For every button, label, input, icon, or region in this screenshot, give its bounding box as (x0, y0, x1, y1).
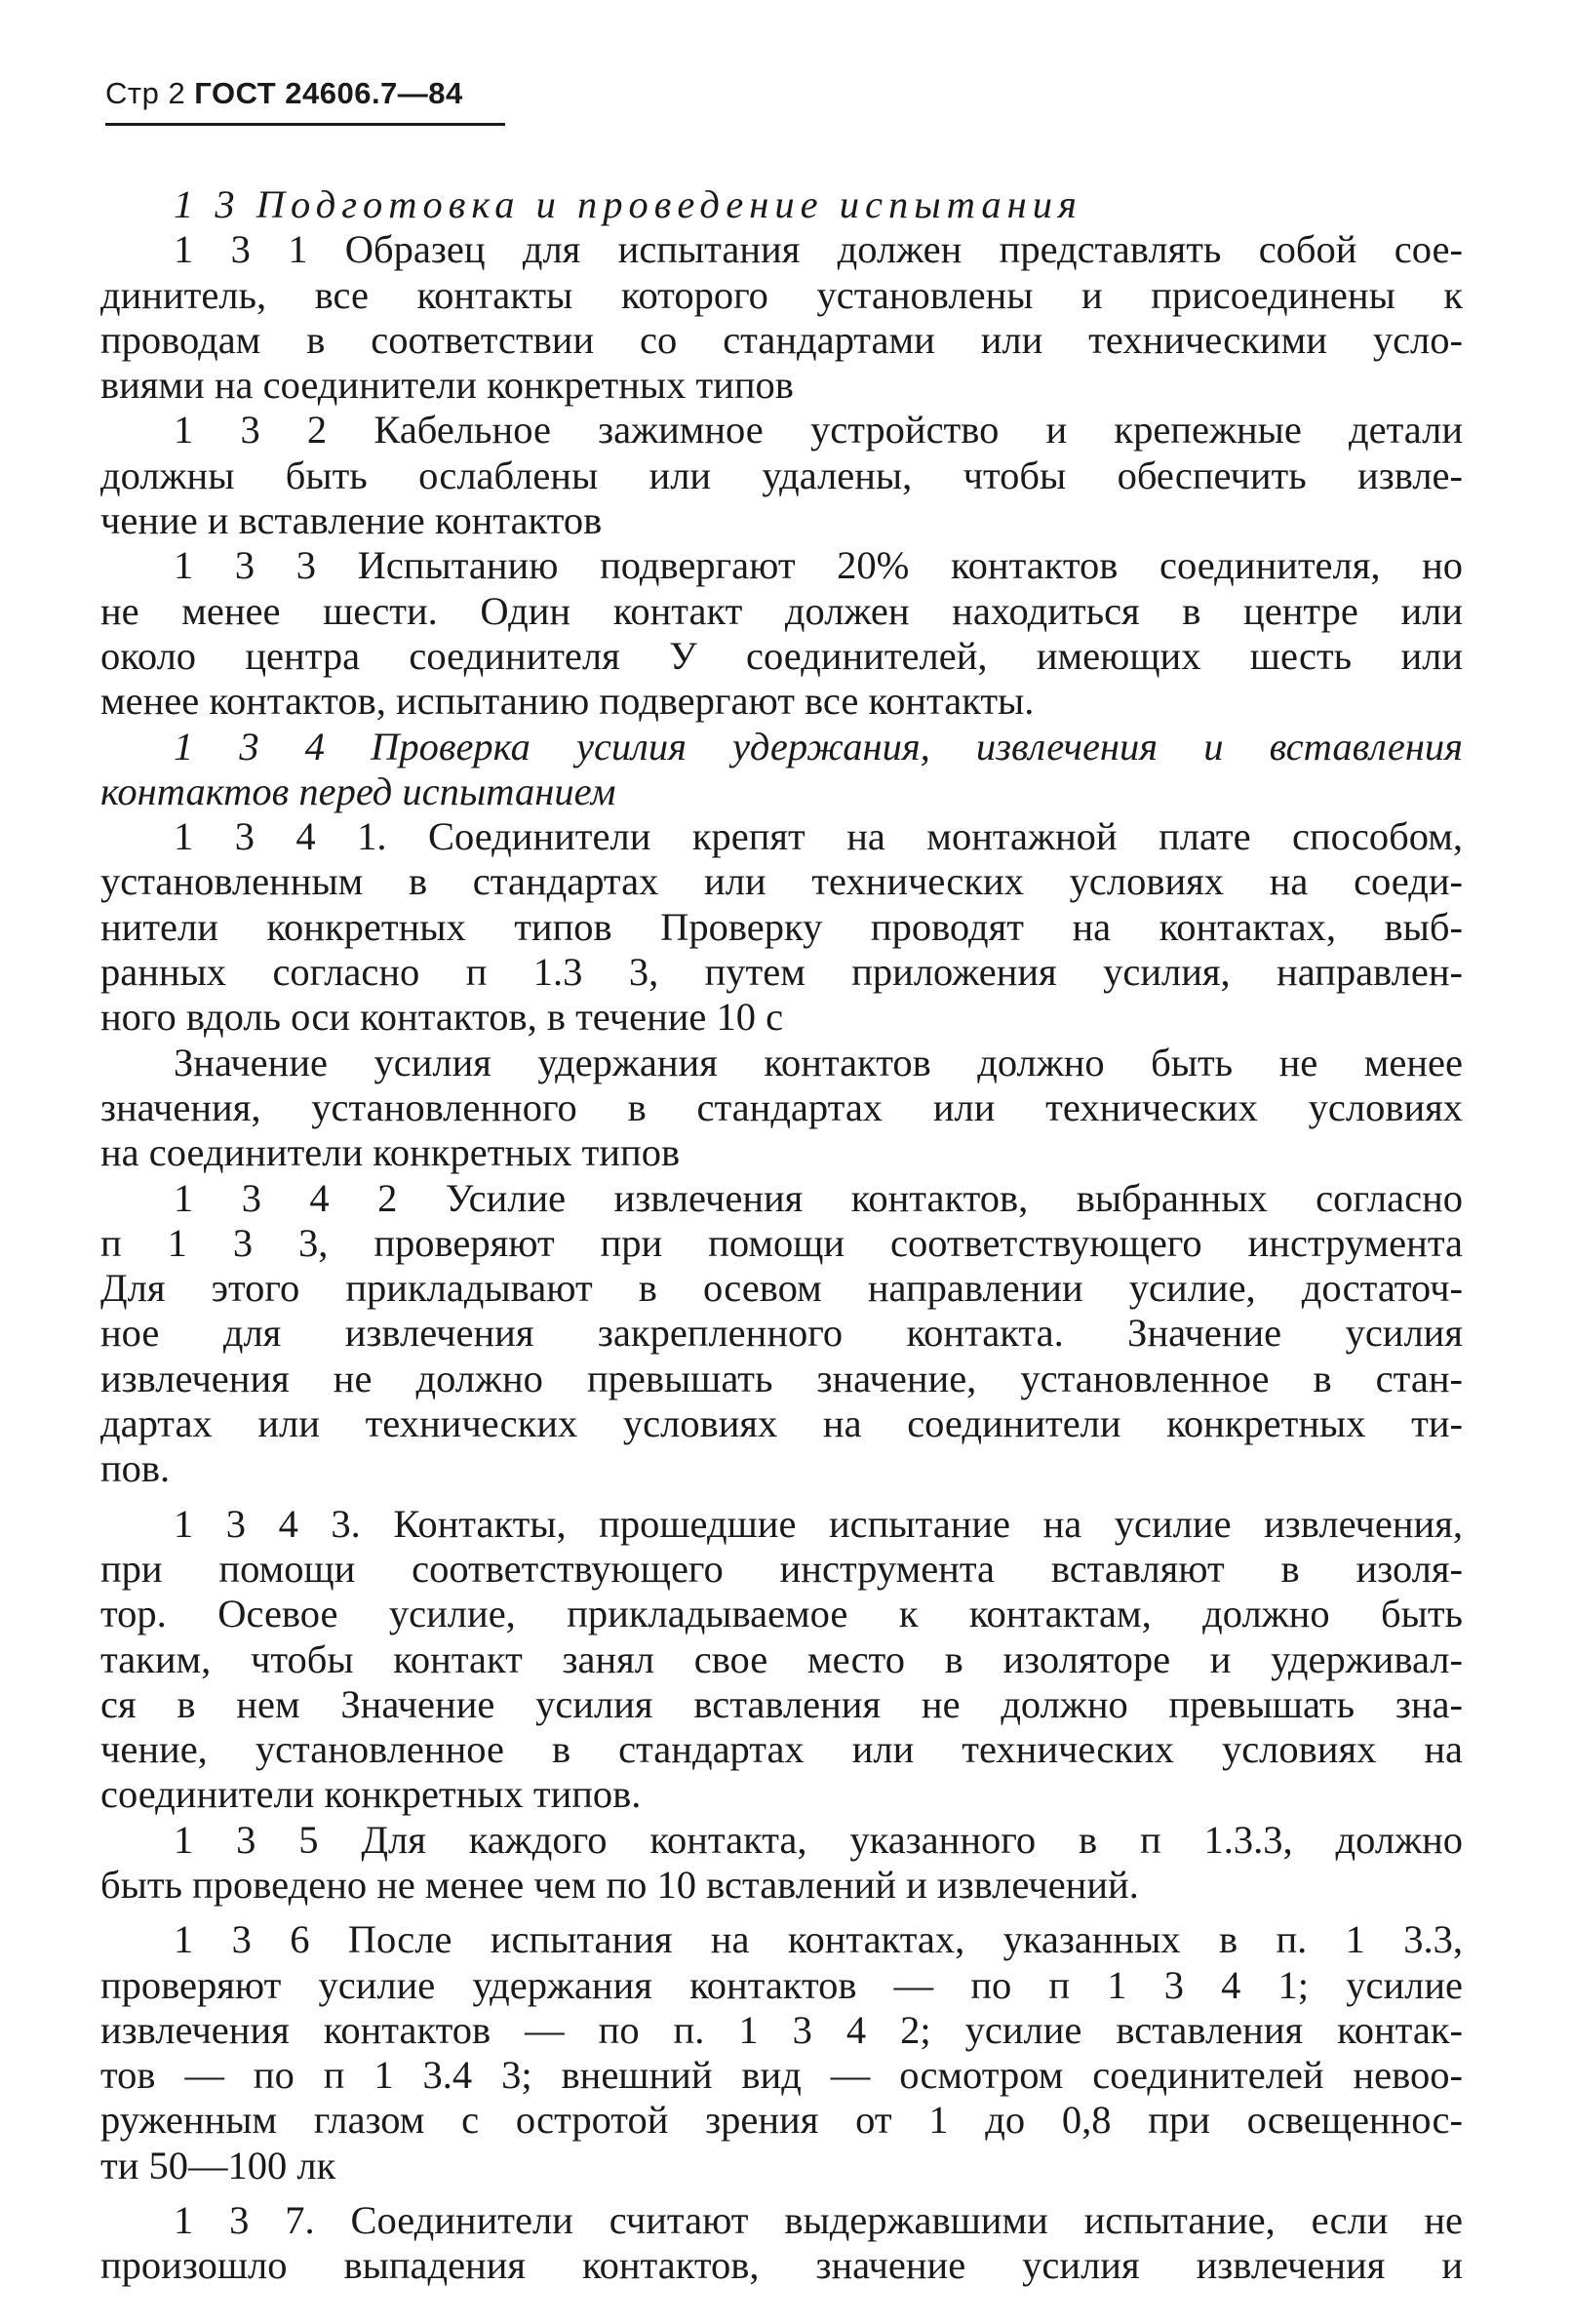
text-line: Значение усилия удержания контактов должно быть не менее (174, 1040, 1463, 1084)
text-line: установленным в стандартах или технических условиях на соеди- (100, 859, 1463, 904)
text-line: 1 3 6 После испытания на контактах, указанных в п. 1 3.3, (174, 1917, 1463, 1962)
text-line: нители конкретных типов Проверку проводят на контактах, выб- (100, 904, 1463, 949)
text-line: извлечения не должно превышать значение, установленное в стан- (100, 1356, 1463, 1400)
text-line: чение и вставление контактов (100, 498, 603, 543)
text-line: виями на соединители конкретных типов (100, 363, 794, 408)
text-line: таким, чтобы контакт занял свое место в изоляторе и удерживал- (100, 1636, 1463, 1681)
page-number-label: Стр 2 (105, 76, 195, 110)
text-line: ти 50—100 лк (100, 2143, 336, 2187)
text-line: 1 3 5 Для каждого контакта, указанного в п 1.3.3, должно (174, 1817, 1463, 1862)
text-line: пов. (100, 1446, 171, 1491)
text-line: динитель, все контакты которого установлены и присоединены к (100, 272, 1463, 317)
page-header (105, 74, 505, 131)
text-line: п 1 3 3, проверяют при помощи соответствующего инструмента (100, 1220, 1463, 1265)
text-line: ного вдоль оси контактов, в течение 10 с (100, 995, 784, 1040)
text-line: чение, установленное в стандартах или технических условиях на (100, 1727, 1463, 1772)
text-line: 1 3 4 2 Усилие извлечения контактов, выбранных согласно (174, 1175, 1463, 1220)
text-line: быть проведено не менее чем по 10 вставлений и извлечений. (100, 1862, 1139, 1907)
text-line: 1 3 3 Испытанию подвергают 20% контактов соединителя, но (174, 543, 1463, 588)
text-line: 1 3 4 3. Контакты, прошедшие испытание на усилие извлечения, (174, 1501, 1463, 1546)
text-line: значения, установленного в стандартах или технических условиях (100, 1084, 1463, 1129)
text-line: дартах или технических условиях на соединители конкретных ти- (100, 1401, 1463, 1446)
text-line: проверяют усилие удержания контактов — по п 1 3 4 1; усилие (100, 1962, 1463, 2007)
text-line: ся в нем Значение усилия вставления не должно превышать зна- (100, 1681, 1463, 1726)
text-line: Для этого прикладывают в осевом направлении усилие, достаточ- (100, 1266, 1463, 1311)
header-text (105, 74, 505, 113)
subsection-heading: контактов перед испытанием (100, 768, 616, 813)
text-line: 1 3 2 Кабельное зажимное устройство и крепежные детали (174, 408, 1463, 453)
text-line: руженным глазом с остротой зрения от 1 до 0,8 при освещеннос- (100, 2098, 1463, 2143)
section-heading: 1 3 Подготовка и проведение испытания (174, 182, 1082, 226)
text-line: 1 3 4 1. Соединители крепят на монтажной плате способом, (174, 814, 1463, 859)
text-line: соединители конкретных типов. (100, 1772, 642, 1817)
text-line: ранных согласно п 1.3 3, путем приложения усилия, направлен- (100, 950, 1463, 995)
text-line: на соединители конкретных типов (100, 1130, 681, 1175)
text-line: должны быть ослаблены или удалены, чтобы обеспечить извле- (100, 453, 1463, 497)
text-line: тор. Осевое усилие, прикладываемое к контактам, должно быть (100, 1592, 1463, 1636)
text-line: тов — по п 1 3.4 3; внешний вид — осмотром соединителей невоо- (100, 2053, 1463, 2098)
text-line: извлечения контактов — по п. 1 3 4 2; усилие вставления контак- (100, 2007, 1463, 2052)
text-line: менее контактов, испытанию подвергают все контакты. (100, 679, 1035, 724)
text-line: не менее шести. Один контакт должен находиться в центре или (100, 588, 1463, 633)
standard-code: ГОСТ 24606.7—84 (194, 76, 463, 110)
document-body (100, 182, 1463, 2289)
text-line: проводам в соответствии со стандартами или техническими усло- (100, 317, 1463, 362)
text-line: произошло выпадения контактов, значение усилия извлечения и (100, 2243, 1463, 2288)
text-line: при помощи соответствующего инструмента вставляют в изоля- (100, 1546, 1463, 1591)
text-line: 1 3 7. Соединители считают выдержавшими испытание, если не (174, 2198, 1463, 2243)
header-rule (105, 123, 505, 126)
text-line: 1 3 1 Образец для испытания должен представлять собой сое- (174, 227, 1463, 272)
text-line: ное для извлечения закрепленного контакта. Значение усилия (100, 1311, 1463, 1356)
text-line: около центра соединителя У соединителей, имеющих шесть или (100, 633, 1463, 678)
subsection-heading: 1 3 4 Проверка усилия удержания, извлечения и вставления (174, 724, 1463, 768)
